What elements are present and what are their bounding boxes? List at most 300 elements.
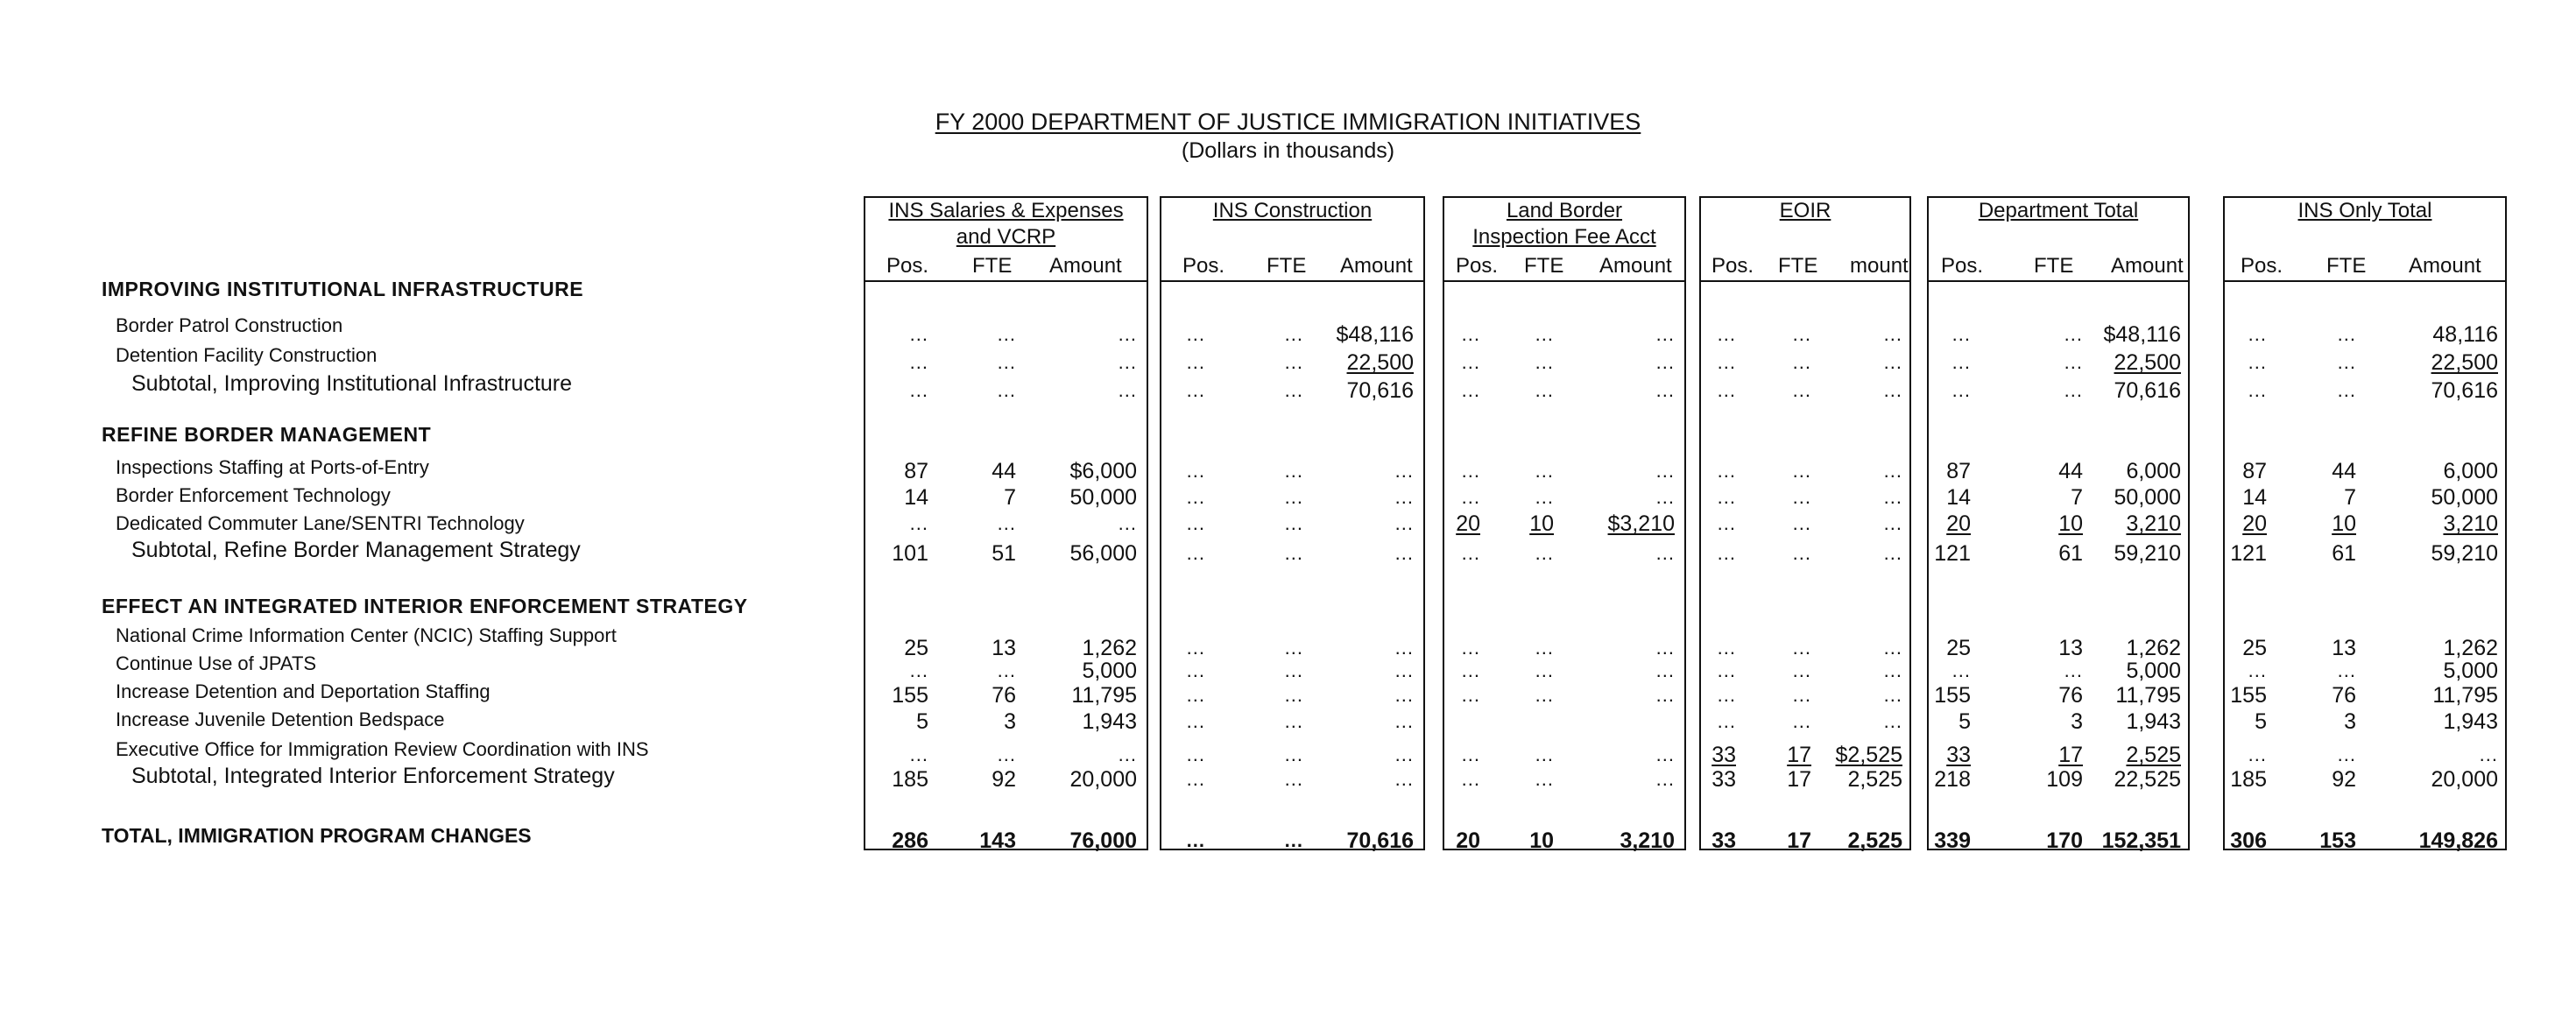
table-cell: 22,500 [2114, 350, 2181, 375]
table-cell: 1,943 [2443, 709, 2498, 734]
table-cell: ... [1186, 710, 1205, 732]
table-cell: ... [2337, 379, 2356, 401]
table-cell: ... [1655, 323, 1675, 345]
table-cell: 51 [992, 541, 1016, 566]
table-cell: 3,210 [2126, 511, 2181, 536]
table-cell: ... [1535, 486, 1554, 508]
table-cell: ... [997, 744, 1016, 765]
table-cell: ... [1655, 379, 1675, 401]
table-cell: ... [1535, 542, 1554, 564]
table-cell: 10 [2332, 511, 2356, 536]
table-cell: 1,262 [2443, 636, 2498, 660]
table-cell: 87 [904, 459, 928, 483]
table-cell: 5,000 [2126, 659, 2181, 683]
table-cell: ... [1951, 379, 1971, 401]
table-cell: ... [997, 379, 1016, 401]
table-cell: ... [1951, 659, 1971, 681]
table-cell: ... [2248, 744, 2267, 765]
table-cell: 70,616 [1346, 828, 1414, 853]
line-item-label: Dedicated Commuter Lane/SENTRI Technology [116, 512, 525, 534]
table-cell: ... [1655, 460, 1675, 482]
column-header-fte: FTE [972, 254, 1013, 278]
table-cell: ... [1883, 710, 1902, 732]
table-cell: ... [1394, 512, 1414, 534]
table-cell: 92 [2332, 767, 2356, 792]
table-cell: 17 [2058, 743, 2083, 767]
column-group-title [1929, 198, 2188, 224]
table-cell: 3 [2344, 709, 2356, 734]
table-cell: 14 [2242, 485, 2267, 510]
column-group-title-line: EOIR [1779, 199, 1831, 222]
column-header-amount: Amount [2409, 254, 2481, 278]
table-cell: ... [1883, 637, 1902, 659]
table-cell: 306 [2230, 828, 2267, 853]
table-cell: ... [1792, 637, 1811, 659]
line-item-label: Increase Detention and Deportation Staffing [116, 680, 490, 702]
table-cell: ... [1186, 768, 1205, 790]
table-cell: ... [1284, 684, 1303, 706]
table-cell: 61 [2332, 541, 2356, 566]
table-cell: ... [1394, 684, 1414, 706]
table-cell: 10 [1529, 511, 1554, 536]
table-cell: 1,943 [2126, 709, 2181, 734]
table-cell: 76 [2058, 683, 2083, 708]
table-cell: ... [909, 379, 928, 401]
table-cell: ... [1535, 744, 1554, 765]
line-item-label: National Crime Information Center (NCIC) Staffing Support [116, 624, 617, 646]
table-cell: 17 [1787, 767, 1811, 792]
table-cell: 5 [1958, 709, 1971, 734]
table-cell: ... [1118, 323, 1137, 345]
table-cell: ... [1394, 744, 1414, 765]
subtotal-label: Subtotal, Integrated Interior Enforcement Strategy [131, 764, 615, 788]
table-cell: ... [1655, 768, 1675, 790]
column-group-title [2225, 198, 2505, 224]
table-cell: ... [1186, 637, 1205, 659]
table-cell: ... [1394, 768, 1414, 790]
table-cell: 33 [1711, 743, 1736, 767]
table-cell: 14 [1946, 485, 1971, 510]
table-cell: ... [1655, 684, 1675, 706]
column-header-pos: Pos. [1941, 254, 1984, 278]
header-rule [1161, 280, 1423, 282]
column-header-fte: FTE [2326, 254, 2367, 278]
table-cell: 170 [2046, 828, 2083, 853]
table-cell: 109 [2046, 767, 2083, 792]
table-cell: 5,000 [2443, 659, 2498, 683]
table-cell: 185 [2230, 767, 2267, 792]
table-cell: ... [1655, 351, 1675, 373]
table-cell: 143 [979, 828, 1016, 853]
table-cell: ... [1655, 659, 1675, 681]
table-cell: ... [1655, 637, 1675, 659]
table-cell: ... [1535, 460, 1554, 482]
table-cell: 13 [992, 636, 1016, 660]
table-cell: 339 [1934, 828, 1971, 853]
table-cell: 7 [2071, 485, 2083, 510]
table-cell: ... [1186, 684, 1205, 706]
table-cell: 61 [2058, 541, 2083, 566]
table-cell: 20 [2242, 511, 2267, 536]
table-cell: ... [1186, 659, 1205, 681]
header-rule [2225, 280, 2505, 282]
table-cell: $48,116 [1336, 322, 1414, 347]
table-cell: 70,616 [2114, 378, 2181, 403]
table-cell: 3 [1004, 709, 1016, 734]
table-cell: ... [2248, 351, 2267, 373]
table-cell: ... [1792, 460, 1811, 482]
table-cell: 5 [916, 709, 928, 734]
table-cell: ... [1792, 542, 1811, 564]
table-cell: ... [1461, 768, 1480, 790]
table-cell: ... [1717, 684, 1736, 706]
table-cell: 76 [992, 683, 1016, 708]
table-cell: ... [1792, 512, 1811, 534]
table-cell: ... [1284, 768, 1303, 790]
table-cell: ... [909, 323, 928, 345]
table-cell: ... [2248, 379, 2267, 401]
table-cell: ... [1394, 460, 1414, 482]
table-cell: ... [1118, 512, 1137, 534]
table-cell: ... [1284, 460, 1303, 482]
table-cell: 121 [1934, 541, 1971, 566]
table-cell: ... [1951, 351, 1971, 373]
column-group-title-line: Department Total [1978, 199, 2139, 222]
header-rule [865, 280, 1147, 282]
table-cell: 11,795 [2432, 683, 2498, 708]
table-cell: 17 [1787, 828, 1811, 853]
table-cell: ... [2337, 744, 2356, 765]
table-cell: ... [997, 512, 1016, 534]
table-cell: 5,000 [1082, 659, 1137, 683]
table-cell: 2,525 [2126, 743, 2181, 767]
table-cell: 20 [1946, 511, 1971, 536]
table-cell: ... [1717, 637, 1736, 659]
table-cell: 1,943 [1082, 709, 1137, 734]
column-header-pos: Pos. [1182, 254, 1225, 278]
table-cell: ... [1461, 486, 1480, 508]
table-cell: 13 [2332, 636, 2356, 660]
table-cell: ... [1394, 659, 1414, 681]
table-cell: 33 [1711, 828, 1736, 853]
column-group-title [1161, 198, 1423, 224]
table-cell: 44 [992, 459, 1016, 483]
column-header-pos: Pos. [1456, 254, 1499, 278]
table-cell: ... [909, 659, 928, 681]
section-header: REFINE BORDER MANAGEMENT [102, 423, 432, 446]
table-cell: 14 [904, 485, 928, 510]
column-header-pos: Pos. [1711, 254, 1754, 278]
table-cell: 13 [2058, 636, 2083, 660]
line-item-label: Border Patrol Construction [116, 314, 343, 336]
table-cell: ... [1186, 379, 1205, 401]
table-cell: ... [1717, 512, 1736, 534]
column-group-title [865, 198, 1147, 250]
table-cell: ... [1394, 542, 1414, 564]
table-cell: ... [1461, 460, 1480, 482]
table-cell: 10 [1529, 828, 1554, 853]
table-cell: ... [1461, 659, 1480, 681]
table-cell: ... [1284, 542, 1303, 564]
table-cell: ... [1792, 351, 1811, 373]
table-cell: ... [909, 351, 928, 373]
table-cell: 3,210 [1620, 828, 1675, 853]
table-cell: ... [1792, 684, 1811, 706]
table-cell: ... [997, 659, 1016, 681]
line-item-label: Increase Juvenile Detention Bedspace [116, 708, 445, 730]
table-cell: ... [1883, 486, 1902, 508]
table-cell: ... [1535, 684, 1554, 706]
table-cell: 5 [2255, 709, 2267, 734]
table-cell: ... [2337, 659, 2356, 681]
table-cell: 155 [2230, 683, 2267, 708]
table-cell: ... [2064, 379, 2083, 401]
table-cell: ... [1461, 684, 1480, 706]
column-header-fte: FTE [1267, 254, 1307, 278]
table-cell: 1,262 [1082, 636, 1137, 660]
subtotal-label: Subtotal, Improving Institutional Infrastructure [131, 371, 573, 396]
table-cell: $6,000 [1069, 459, 1137, 483]
table-cell: ... [909, 512, 928, 534]
table-cell: 44 [2332, 459, 2356, 483]
table-cell: ... [1883, 351, 1902, 373]
table-cell: ... [2064, 323, 2083, 345]
table-cell: ... [1883, 512, 1902, 534]
table-cell: 70,616 [2431, 378, 2498, 403]
table-cell: ... [1284, 659, 1303, 681]
table-cell: ... [1792, 486, 1811, 508]
table-cell: ... [1535, 351, 1554, 373]
table-cell: ... [1883, 460, 1902, 482]
table-cell: 56,000 [1069, 541, 1137, 566]
table-cell: ... [1461, 637, 1480, 659]
table-cell: ... [1461, 542, 1480, 564]
table-cell: 149,826 [2418, 828, 2498, 853]
table-cell: ... [1717, 486, 1736, 508]
table-cell: 218 [1934, 767, 1971, 792]
column-header-amount: Amount [1599, 254, 1672, 278]
table-cell: ... [1118, 379, 1137, 401]
table-cell: 22,525 [2114, 767, 2181, 792]
table-cell: ... [997, 323, 1016, 345]
column-group-title [1444, 198, 1684, 250]
table-cell: ... [1186, 323, 1205, 345]
table-cell: ... [1394, 486, 1414, 508]
table-cell: ... [2248, 659, 2267, 681]
column-header-fte: FTE [1778, 254, 1818, 278]
column-header-pos: Pos. [886, 254, 929, 278]
table-cell: 33 [1946, 743, 1971, 767]
table-cell: ... [1717, 460, 1736, 482]
table-cell: 48,116 [2432, 322, 2498, 347]
table-cell: 25 [904, 636, 928, 660]
table-cell: 7 [1004, 485, 1016, 510]
table-cell: ... [997, 351, 1016, 373]
table-cell: ... [1535, 659, 1554, 681]
table-cell: ... [1186, 744, 1205, 765]
table-cell: ... [1284, 486, 1303, 508]
table-cell: ... [1951, 323, 1971, 345]
table-cell: ... [1655, 542, 1675, 564]
table-cell: ... [1118, 744, 1137, 765]
table-cell: ... [1186, 829, 1205, 851]
table-cell: 76,000 [1069, 828, 1137, 853]
table-cell: 22,500 [1346, 350, 1414, 375]
table-cell: 6,000 [2443, 459, 2498, 483]
table-cell: 87 [1946, 459, 1971, 483]
total-label: TOTAL, IMMIGRATION PROGRAM CHANGES [102, 824, 532, 847]
column-group-title-line: INS Salaries & Expenses [888, 199, 1124, 222]
table-cell: 2,525 [1847, 767, 1902, 792]
table-cell: ... [2337, 323, 2356, 345]
table-cell: 25 [2242, 636, 2267, 660]
table-cell: 11,795 [2115, 683, 2181, 708]
column-header-amount: Amount [2111, 254, 2184, 278]
table-cell: 11,795 [1071, 683, 1137, 708]
table-cell: 185 [892, 767, 928, 792]
table-cell: 121 [2230, 541, 2267, 566]
table-cell: ... [1792, 379, 1811, 401]
line-item-label: Inspections Staffing at Ports-of-Entry [116, 456, 429, 478]
table-cell: ... [1284, 829, 1303, 851]
table-cell: ... [1717, 659, 1736, 681]
table-cell: ... [1535, 323, 1554, 345]
table-cell: ... [1394, 637, 1414, 659]
table-cell: 3,210 [2443, 511, 2498, 536]
table-cell: 59,210 [2114, 541, 2181, 566]
table-cell: ... [1284, 512, 1303, 534]
column-group-title-line: Land Border [1506, 199, 1623, 222]
table-cell: ... [1883, 379, 1902, 401]
table-cell: 20 [1456, 511, 1480, 536]
table-cell: 59,210 [2431, 541, 2498, 566]
table-cell: 20 [1456, 828, 1480, 853]
table-cell: ... [1717, 379, 1736, 401]
table-cell: 22,500 [2431, 350, 2498, 375]
table-cell: $3,210 [1607, 511, 1675, 536]
column-header-amount: mount [1850, 254, 1909, 278]
table-cell: 155 [1934, 683, 1971, 708]
table-cell: ... [1284, 323, 1303, 345]
table-cell: 7 [2344, 485, 2356, 510]
header-rule [1929, 280, 2188, 282]
table-cell: 155 [892, 683, 928, 708]
table-cell: ... [1792, 323, 1811, 345]
table-cell: ... [2064, 659, 2083, 681]
table-cell: ... [1655, 744, 1675, 765]
table-cell: ... [2479, 744, 2498, 765]
table-cell: ... [1883, 542, 1902, 564]
line-item-label: Border Enforcement Technology [116, 484, 391, 506]
table-cell: 33 [1711, 767, 1736, 792]
table-cell: 6,000 [2126, 459, 2181, 483]
table-cell: ... [1883, 323, 1902, 345]
column-header-amount: Amount [1049, 254, 1122, 278]
table-cell: 10 [2058, 511, 2083, 536]
subtotal-label: Subtotal, Refine Border Management Strategy [131, 538, 581, 562]
table-cell: 3 [2071, 709, 2083, 734]
table-cell: ... [1535, 768, 1554, 790]
table-cell: ... [1118, 351, 1137, 373]
table-cell: $2,525 [1835, 743, 1902, 767]
table-cell: ... [909, 744, 928, 765]
table-cell: ... [1186, 512, 1205, 534]
table-cell: 92 [992, 767, 1016, 792]
column-header-amount: Amount [1340, 254, 1413, 278]
table-cell: 76 [2332, 683, 2356, 708]
column-header-fte: FTE [1524, 254, 1564, 278]
table-cell: ... [1186, 542, 1205, 564]
table-cell: ... [1461, 323, 1480, 345]
table-cell: ... [1461, 351, 1480, 373]
table-cell: $48,116 [2103, 322, 2181, 347]
table-cell: ... [1284, 710, 1303, 732]
table-cell: ... [1284, 744, 1303, 765]
table-cell: 17 [1787, 743, 1811, 767]
table-cell: ... [1655, 486, 1675, 508]
table-cell: ... [2248, 323, 2267, 345]
column-group-title-line: and VCRP [956, 225, 1056, 249]
column-group-title-line: Inspection Fee Acct [1472, 225, 1656, 249]
table-cell: ... [1535, 637, 1554, 659]
line-item-label: Detention Facility Construction [116, 344, 378, 366]
table-cell: 20,000 [1069, 767, 1137, 792]
page-subtitle: (Dollars in thousands) [1181, 138, 1395, 163]
table-cell: ... [1284, 379, 1303, 401]
column-header-fte: FTE [2034, 254, 2074, 278]
header-rule [1701, 280, 1909, 282]
table-cell: 153 [2319, 828, 2356, 853]
table-cell: 152,351 [2101, 828, 2181, 853]
table-cell: 50,000 [1069, 485, 1137, 510]
table-cell: ... [1284, 351, 1303, 373]
table-cell: ... [1186, 351, 1205, 373]
table-cell: 87 [2242, 459, 2267, 483]
table-cell: 44 [2058, 459, 2083, 483]
table-cell: 25 [1946, 636, 1971, 660]
table-cell: 2,525 [1847, 828, 1902, 853]
column-group-title-line: INS Only Total [2297, 199, 2432, 222]
table-cell: 70,616 [1346, 378, 1414, 403]
page-title: FY 2000 DEPARTMENT OF JUSTICE IMMIGRATION INITIATIVES [935, 109, 1641, 135]
table-cell: ... [1717, 351, 1736, 373]
table-cell: ... [1883, 684, 1902, 706]
section-header: EFFECT AN INTEGRATED INTERIOR ENFORCEMENT STRATEGY [102, 595, 748, 617]
table-cell: ... [1186, 486, 1205, 508]
header-rule [1444, 280, 1684, 282]
table-cell: ... [1717, 542, 1736, 564]
table-cell: 101 [892, 541, 928, 566]
line-item-label: Continue Use of JPATS [116, 652, 317, 674]
table-cell: 50,000 [2114, 485, 2181, 510]
table-cell: ... [1394, 710, 1414, 732]
table-cell: ... [1535, 379, 1554, 401]
table-cell: ... [2337, 351, 2356, 373]
table-cell: ... [1792, 659, 1811, 681]
column-group-title-line: INS Construction [1212, 199, 1373, 222]
table-cell: ... [1461, 379, 1480, 401]
table-cell: ... [1186, 460, 1205, 482]
table-cell: 286 [892, 828, 928, 853]
table-cell: ... [1883, 659, 1902, 681]
table-cell: ... [1284, 637, 1303, 659]
table-cell: ... [1461, 744, 1480, 765]
table-cell: ... [1717, 710, 1736, 732]
table-cell: 50,000 [2431, 485, 2498, 510]
line-item-label: Executive Office for Immigration Review Coordination with INS [116, 738, 649, 760]
table-cell: ... [1717, 323, 1736, 345]
table-cell: 20,000 [2431, 767, 2498, 792]
